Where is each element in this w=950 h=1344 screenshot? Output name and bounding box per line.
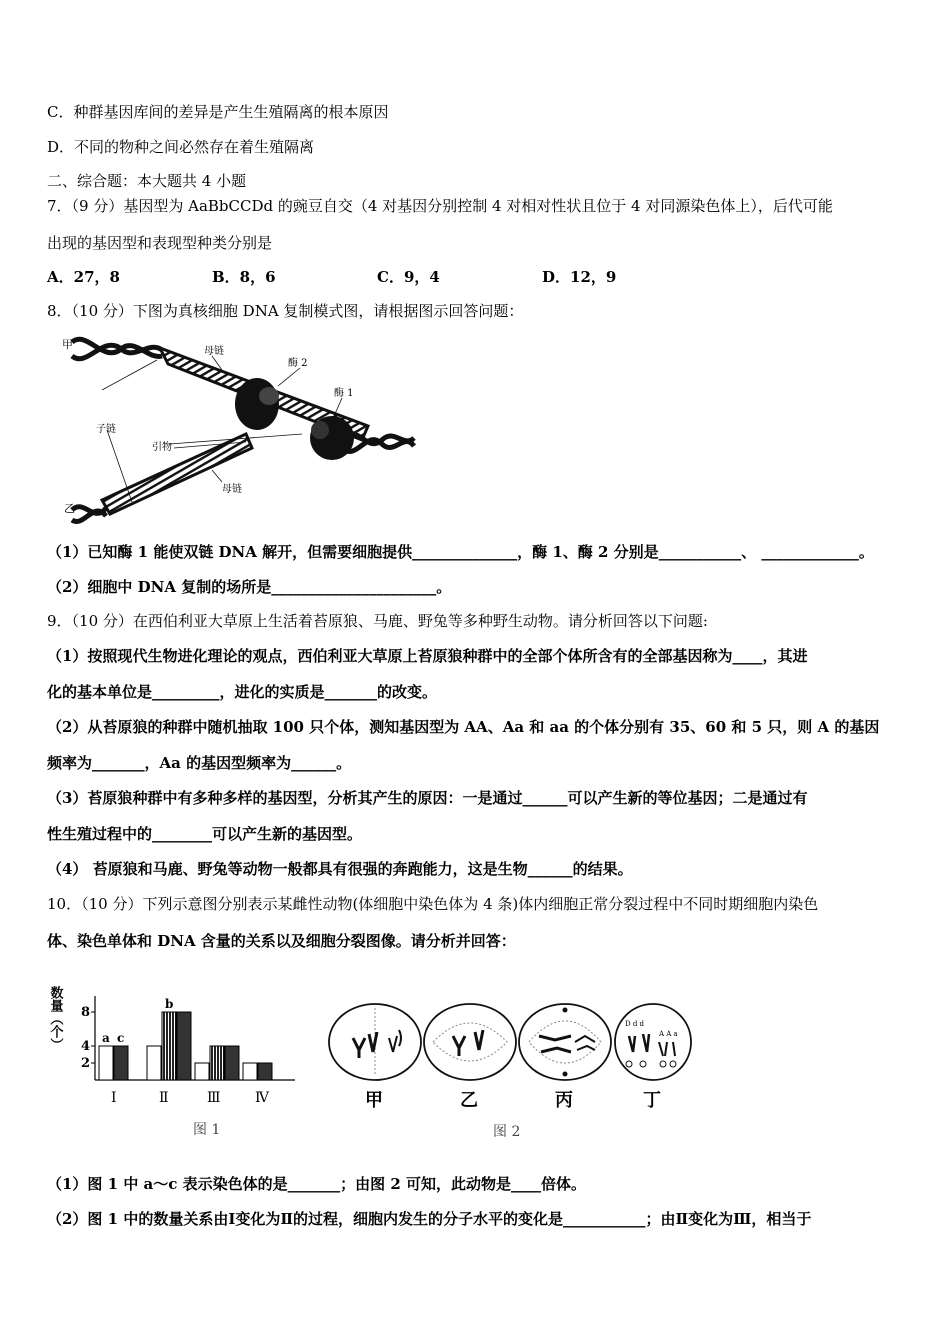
label-jia: 甲 <box>62 338 73 351</box>
bar-label-a: a <box>102 1031 110 1045</box>
x-tick-label-2: Ⅱ <box>159 1090 169 1106</box>
option-d: D．不同的物种之间必然存在着生殖隔离 <box>47 138 315 156</box>
lower-ladder <box>102 434 252 514</box>
question-10-line1: 10．（10 分）下列示意图分别表示某雌性动物(体细胞中染色体为 4 条)体内细胞正常分裂过程中不同时期细胞内染色 <box>47 895 819 913</box>
cell-bing <box>519 1004 611 1080</box>
label-primer: 引物 <box>152 442 172 453</box>
question-9-part2-line1: （2）从苔原狼的种群中随机抽取 100 只个体，测知基因型为 AA、Aa 和 aa 的个体分别有 35、60 和 5 只，则 A 的基因 <box>47 718 880 736</box>
question-8-part1: （1）已知酶 1 能使双链 DNA 解开，但需要细胞提供______________，酶 1、酶 2 分别是___________、 _____________。 <box>47 543 874 561</box>
question-7-options <box>47 267 616 287</box>
bar-b-3 <box>210 1046 224 1080</box>
label-muchain-bottom: 母链 <box>222 484 242 495</box>
q7-option-c: C．9，4 <box>377 268 440 286</box>
cell-ding <box>615 1004 691 1080</box>
question-8-part2: （2）细胞中 DNA 复制的场所是______________________。 <box>47 578 452 596</box>
question-8: 8．（10 分）下图为真核细胞 DNA 复制模式图，请根据图示回答问题： <box>47 302 524 320</box>
question-9-part2-line2: 频率为_______，Aa 的基因型频率为______。 <box>47 754 352 772</box>
y-tick-label-4: 4 <box>81 1039 91 1054</box>
label-enzyme2: 酶 2 <box>288 358 308 369</box>
cell-yi <box>424 1004 516 1080</box>
cell-label-bing: 丙 <box>555 1090 573 1111</box>
svg-text:A A a: A A a <box>659 1030 678 1038</box>
figure-2-cells <box>325 1000 695 1148</box>
question-9-part1-line1: （1）按照现代生物进化理论的观点，西伯利亚大草原上苔原狼种群中的全部个体所含有的全部基因称为____，其进 <box>47 647 808 665</box>
q7-option-b: B．8，6 <box>212 268 276 286</box>
y-tick-label-2: 2 <box>81 1056 91 1071</box>
cell-label-yi: 乙 <box>460 1090 478 1111</box>
question-10-part1: （1）图 1 中 a～c 表示染色体的是_______；由图 2 可知，此动物是____倍体。 <box>47 1175 586 1193</box>
bar-c-3 <box>225 1046 239 1080</box>
question-9-part3-line2: 性生殖过程中的________可以产生新的基因型。 <box>47 825 363 843</box>
y-axis-label: 数量（个） <box>47 986 63 1051</box>
bar-a-4 <box>243 1063 257 1080</box>
bar-a-3 <box>195 1063 209 1080</box>
cell-jia <box>329 1004 421 1080</box>
question-9-part4: （4） 苔原狼和马鹿、野兔等动物一般都具有很强的奔跑能力，这是生物______的结果。 <box>47 860 633 878</box>
question-7-line2: 出现的基因型和表现型种类分别是 <box>47 234 273 252</box>
question-7-line1: 7．（9 分）基因型为 AaBbCCDd 的豌豆自交（4 对基因分别控制 4 对相对性状且位于 4 对同源染色体上），后代可能 <box>47 197 833 215</box>
label-muchain-top: 母链 <box>204 346 224 357</box>
question-10-part2: （2）图 1 中的数量关系由Ⅰ变化为Ⅱ的过程，细胞内发生的分子水平的变化是___________；由Ⅱ变化为Ⅲ，相当于 <box>47 1210 812 1228</box>
option-c: C．种群基因库间的差异是产生生殖隔离的根本原因 <box>47 103 389 121</box>
bar-a-1 <box>99 1046 113 1080</box>
y-tick-label-8: 8 <box>81 1005 91 1020</box>
x-tick-label-3: Ⅲ <box>207 1090 221 1106</box>
bar-c-4 <box>258 1063 272 1080</box>
cell-label-jia: 甲 <box>365 1090 383 1111</box>
bar-label-c: c <box>117 1031 125 1045</box>
bar-c-1 <box>114 1046 128 1080</box>
x-tick-label-4: Ⅳ <box>255 1090 269 1106</box>
label-enzyme1: 酶 1 <box>334 388 354 399</box>
cell-label-ding: 丁 <box>643 1090 661 1111</box>
figure-1-bar-chart <box>47 970 305 1145</box>
figure-1-caption: 图 1 <box>193 1122 221 1138</box>
dna-replication-figure <box>62 330 422 526</box>
bar-a-2 <box>147 1046 161 1080</box>
q7-option-d: D．12，9 <box>542 268 617 286</box>
bar-label-b: b <box>165 997 174 1011</box>
label-zichain: 子链 <box>96 424 116 435</box>
question-9: 9．（10 分）在西伯利亚大草原上生活着苔原狼、马鹿、野兔等多种野生动物。请分析回答以下问题: <box>47 612 708 630</box>
figure-2-caption: 图 2 <box>493 1124 521 1140</box>
label-yi: 乙 <box>64 502 75 515</box>
bar-c-2 <box>177 1012 191 1080</box>
x-tick-label-1: Ⅰ <box>111 1090 117 1106</box>
section-heading: 二、综合题：本大题共 4 小题 <box>47 172 247 190</box>
bar-b-2 <box>162 1012 176 1080</box>
question-9-part1-line2: 化的基本单位是_________，进化的实质是_______的改变。 <box>47 683 438 701</box>
q7-option-a: A．27，8 <box>47 268 120 286</box>
question-10-line2: 体、染色单体和 DNA 含量的关系以及细胞分裂图像。请分析并回答： <box>47 932 516 950</box>
question-9-part3-line1: （3）苔原狼种群中有多种多样的基因型，分析其产生的原因：一是通过______可以产生新的等位基因；二是通过有 <box>47 789 808 807</box>
svg-text:D d d: D d d <box>625 1020 645 1028</box>
